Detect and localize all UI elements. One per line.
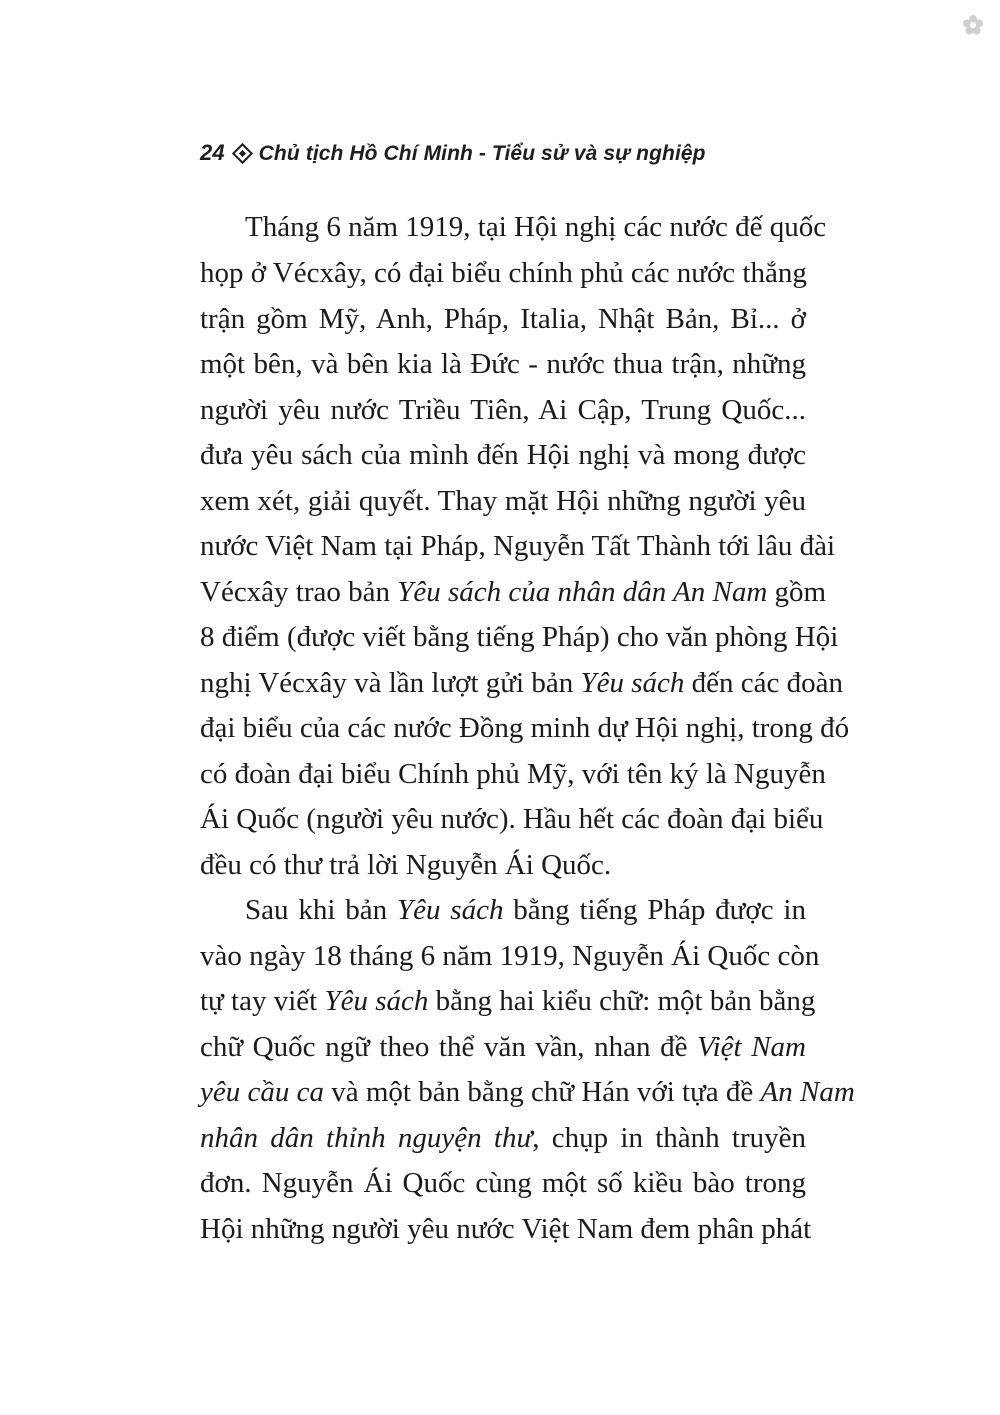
text-line: trận gồm Mỹ, Anh, Pháp, Italia, Nhật Bản, Bỉ... ở: [200, 303, 806, 335]
text-line: tự tay viết Yêu sách bằng hai kiểu chữ: một bản bằng: [200, 985, 816, 1017]
text-line: Tháng 6 năm 1919, tại Hội nghị các nước đế quốc: [245, 211, 827, 243]
text-line: nghị Vécxây và lần lượt gửi bản Yêu sách đến các đoàn: [200, 667, 843, 699]
text-line: vào ngày 18 tháng 6 năm 1919, Nguyễn Ái Quốc còn: [200, 940, 820, 972]
text-line: Ái Quốc (người yêu nước). Hầu hết các đoàn đại biểu: [200, 803, 824, 835]
diamond-icon: [232, 143, 253, 164]
running-title: Chủ tịch Hồ Chí Minh - Tiểu sử và sự nghiệp: [258, 142, 706, 165]
text-line: xem xét, giải quyết. Thay mặt Hội những người yêu: [200, 485, 806, 517]
text-line: người yêu nước Triều Tiên, Ai Cập, Trung Quốc...: [200, 394, 806, 426]
text-line: nhân dân thỉnh nguyện thư, chụp in thành truyền: [200, 1122, 806, 1154]
text-line: Hội những người yêu nước Việt Nam đem phân phát: [200, 1213, 812, 1245]
text-line: đơn. Nguyễn Ái Quốc cùng một số kiều bào trong: [200, 1167, 806, 1199]
text-line: nước Việt Nam tại Pháp, Nguyễn Tất Thành tới lâu đài: [200, 530, 835, 562]
text-line: đưa yêu sách của mình đến Hội nghị và mong được: [200, 439, 806, 471]
text-line: họp ở Vécxây, có đại biểu chính phủ các nước thắng: [200, 257, 807, 289]
text-line: Vécxây trao bản Yêu sách của nhân dân An Nam gồm: [200, 576, 827, 608]
text-line: đại biểu của các nước Đồng minh dự Hội nghị, trong đó: [200, 712, 850, 744]
text-line: có đoàn đại biểu Chính phủ Mỹ, với tên ký là Nguyễn: [200, 758, 826, 790]
text-line: Sau khi bản Yêu sách bằng tiếng Pháp được in: [245, 894, 806, 926]
text-line: một bên, và bên kia là Đức - nước thua trận, những: [200, 348, 806, 380]
text-line: yêu cầu ca và một bản bằng chữ Hán với tựa đề An Nam: [200, 1076, 855, 1108]
flower-icon: [962, 14, 984, 36]
text-line: chữ Quốc ngữ theo thể văn vần, nhan đề Việt Nam: [200, 1031, 806, 1063]
page-number: 24: [200, 140, 225, 165]
text-line: đều có thư trả lời Nguyễn Ái Quốc.: [200, 849, 612, 881]
running-header: [200, 140, 706, 166]
text-line: 8 điểm (được viết bằng tiếng Pháp) cho văn phòng Hội: [200, 621, 839, 653]
